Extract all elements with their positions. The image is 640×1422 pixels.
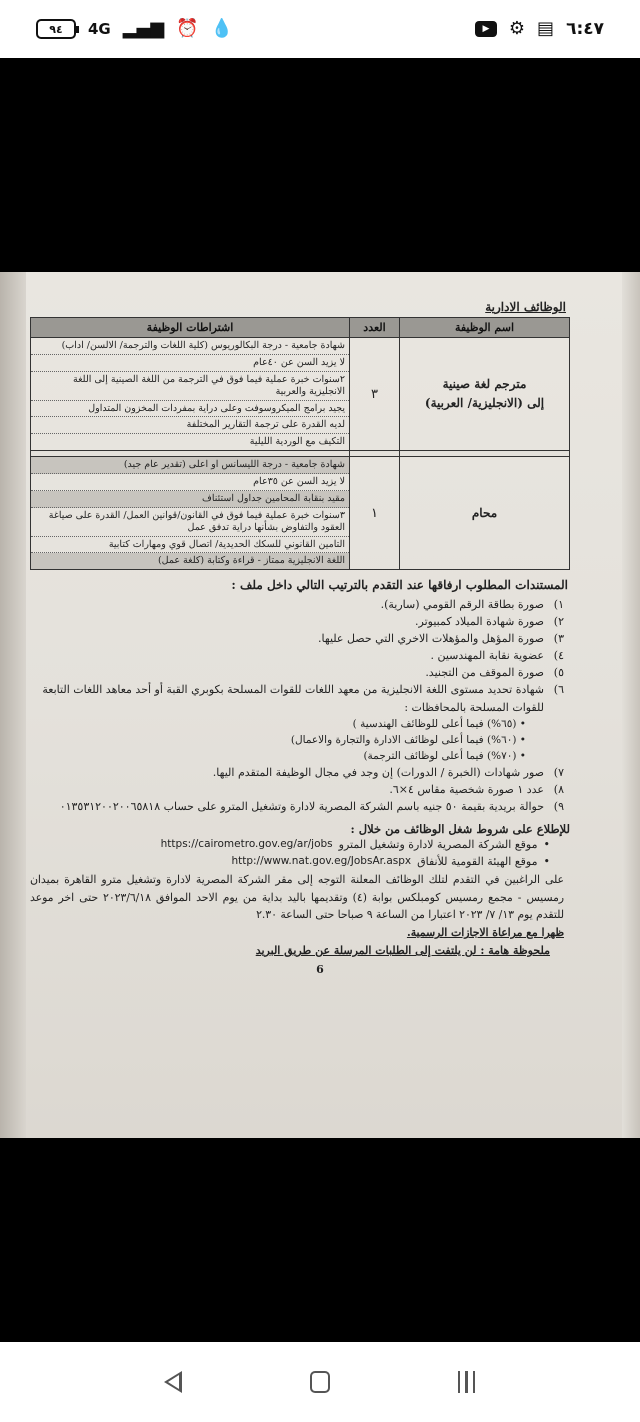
table-row	[31, 338, 570, 451]
important-note: ملحوظة هامة : لن يلتفت إلى الطلبات المرسلة عن طريق البريد	[255, 943, 550, 957]
site-item	[30, 836, 550, 854]
status-left	[36, 19, 233, 39]
job-count: ٣	[350, 338, 400, 451]
job-name: مترجم لغة صينية	[442, 376, 527, 391]
list-text: صور شهادات (الخبرة / الدورات) إن وجد في مجال الوظيفة المتقدم اليها.	[212, 766, 544, 780]
header-count: العدد	[350, 318, 400, 338]
job-name-sub: إلى (الانجليزية/ العربية)	[424, 396, 545, 411]
home-icon	[310, 1371, 330, 1393]
jobs-table	[30, 317, 570, 570]
requirement-item: ٢سنوات خبرة عملية فيما فوق في الترجمة من اللغة الصينية إلى اللغة الانجليزية والعربية	[31, 372, 349, 401]
list-text: صورة المؤهل والمؤهلات الاخري التي حصل عليها.	[318, 632, 544, 646]
level-item: • (٦٠%) فيما أعلى لوظائف الادارة والتجارة والاعمال)	[30, 732, 526, 748]
table-header-row	[31, 318, 570, 338]
status-bar	[0, 0, 640, 58]
info-title: للإطلاع على شروط شغل الوظائف من خلال :	[350, 821, 570, 836]
level-item: • (٦٥%) فيما أعلى للوظائف الهندسية )	[30, 716, 526, 732]
list-number: ٥)	[553, 666, 564, 680]
level-item: • (٧٠%) فيما أعلى لوظائف الترجمة)	[30, 748, 526, 764]
site-label: • موقع الشركة المصرية لادارة وتشغيل المترو	[338, 837, 538, 851]
list-text: عضوية نقابة المهندسين .	[430, 649, 544, 663]
apply-note: ظهرا مع مراعاة الاجازات الرسمية.	[406, 926, 564, 940]
list-text: شهادة تحديد مستوى اللغة الانجليزية من معهد اللغات للقوات المسلحة بكوبري القبة أو أحد معاهد اللغات التابعة للقوات المسلحة بالمحافظات :	[42, 683, 544, 714]
requirement-item: شهادة جامعية - درجة البكالوريوس (كلية اللغات والترجمة/ الالسن/ اداب)	[31, 338, 349, 355]
back-icon	[164, 1371, 182, 1393]
list-item	[30, 613, 564, 630]
list-item	[30, 798, 564, 815]
documents-title: المستندات المطلوب ارفاقها عند التقدم بالترتيب التالي داخل ملف :	[231, 578, 568, 593]
requirement-item: لديه القدرة على ترجمة التقارير المختلفة	[31, 417, 349, 434]
list-item	[30, 664, 564, 681]
list-item	[30, 596, 564, 613]
list-item	[30, 647, 564, 664]
list-number: ٨)	[553, 783, 564, 797]
documents-list-more	[30, 764, 570, 815]
language-levels	[30, 716, 570, 765]
list-number: ٣)	[553, 632, 564, 646]
documents-list	[30, 596, 570, 715]
job-name: محام	[471, 505, 498, 520]
recents-icon	[458, 1371, 476, 1393]
sites-list	[30, 836, 570, 871]
requirements-cell	[31, 338, 350, 451]
requirement-item: التامين القانوني للسكك الحديدية/ اتصال قوي ومهارات كتابية	[31, 537, 349, 554]
document-page	[30, 300, 570, 976]
navigation-bar	[0, 1342, 640, 1422]
site-label: • موقع الهيئة القومية للأنفاق	[417, 855, 538, 869]
clock: ٦:٤٧	[566, 19, 604, 39]
requirement-item: شهادة جامعية - درجة الليسانس او اعلى (تقدير عام جيد)	[31, 457, 349, 474]
signal-icon: ▂▄▆	[122, 18, 165, 39]
requirement-item: لا يزيد السن عن ٤٠عام	[31, 355, 349, 372]
list-text: صورة الموقف من التجنيد.	[425, 666, 544, 680]
youtube-icon: ▶	[475, 21, 497, 37]
section-title: الوظائف الادارية	[485, 300, 566, 314]
list-number: ٢)	[553, 615, 564, 629]
network-type: 4G	[88, 20, 111, 38]
notification-icon: ▤	[537, 18, 555, 39]
list-text: حوالة بريدية بقيمة ٥٠ جنيه باسم الشركة المصرية لادارة وتشغيل المترو على حساب ٠١٣٥٣١٢٠٠٢٠٠٦٥٨١٨	[59, 800, 544, 814]
recents-button[interactable]	[445, 1360, 489, 1404]
list-item	[30, 681, 564, 715]
list-number: ٦)	[553, 683, 564, 697]
list-item	[30, 764, 564, 781]
requirement-item: يجيد برامج الميكروسوفت وعلى دراية بمفردات المخزون المتداول	[31, 401, 349, 418]
list-item	[30, 781, 564, 798]
requirement-item: التكيف مع الوردية الليلية	[249, 436, 345, 448]
list-text: صورة بطاقة الرقم القومي (سارية).	[380, 598, 544, 612]
requirement-item: لا يزيد السن عن ٣٥عام	[31, 474, 349, 491]
job-count: ١	[350, 457, 400, 570]
list-text: صورة شهادة الميلاد كمبيوتر.	[415, 615, 544, 629]
job-name-cell	[400, 338, 570, 451]
document-photo[interactable]	[0, 272, 640, 1138]
header-requirements: اشتراطات الوظيفة	[31, 318, 350, 338]
job-name-cell	[400, 457, 570, 570]
list-number: ٤)	[553, 649, 564, 663]
site-item	[30, 853, 550, 871]
battery-icon	[36, 19, 76, 39]
page-number: 6	[316, 962, 324, 976]
list-number: ٧)	[553, 766, 564, 780]
list-text: عدد ١ صورة شخصية مقاس ٤×٦.	[389, 783, 544, 797]
apply-instructions: على الراغبين في التقدم لتلك الوظائف المعلنة التوجه إلى مقر الشركة المصرية لادارة وتشغيل مترو القاهرة بميدان رمسيس - مجمع رمسيس كومبلكس بوابة (٤) وتقديمها باليد بداية من يوم الاحد الموافق ٢٠٢٣/٦/١٨ حتى اخر موعد للتقدم يوم ١٣/ ٧/ ٢٠٢٣ اعتبارا من الساعة ٩ صباحا حتى الساعة ٢.٣٠	[30, 872, 564, 922]
site-url: https://cairometro.gov.eg/ar/jobs	[160, 837, 333, 850]
home-button[interactable]	[298, 1360, 342, 1404]
list-item	[30, 630, 564, 647]
back-button[interactable]	[151, 1360, 195, 1404]
list-number: ١)	[553, 598, 564, 612]
settings-gear-icon: ⚙	[508, 18, 526, 39]
data-saver-icon: 💧	[210, 18, 234, 39]
requirement-item: ٣سنوات خبرة عملية فيما فوق في القانون/قوانين العمل/ القدرة على صياغة العقود والتفاوض بشأنها دراية تدفق عمل	[31, 508, 349, 537]
battery-level: ٩٤	[49, 22, 63, 36]
list-number: ٩)	[553, 800, 564, 814]
requirement-item: مقيد بنقابة المحامين جداول استئناف	[31, 491, 349, 508]
table-row	[31, 457, 570, 570]
alarm-icon: ⏰	[176, 18, 199, 39]
requirements-cell	[31, 457, 350, 570]
requirement-item: اللغة الانجليزية ممتاز - قراءة وكتابة (كلغة عمل)	[31, 553, 349, 569]
site-url: http://www.nat.gov.eg/JobsAr.aspx	[231, 855, 412, 868]
status-right	[475, 19, 604, 39]
header-job-name: اسم الوظيفة	[400, 318, 570, 338]
